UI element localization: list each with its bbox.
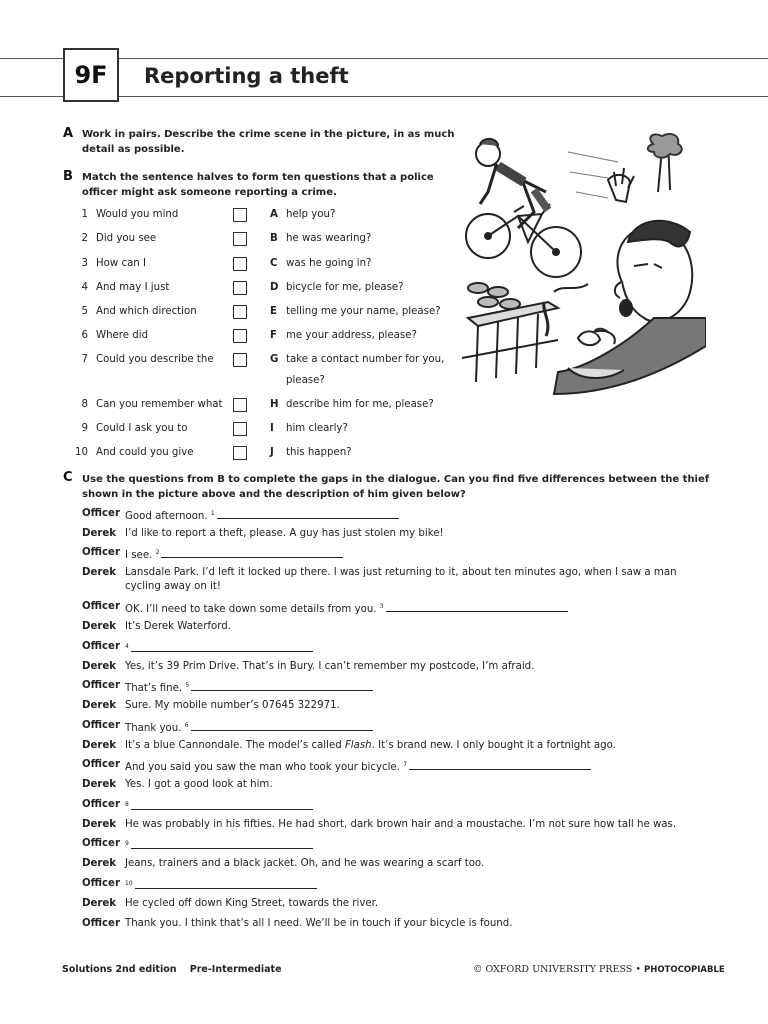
section-b-letter: B: [63, 169, 73, 184]
speaker-label: Officer: [82, 838, 120, 849]
dialogue-line: [125, 857, 705, 871]
right-item-letter: G: [270, 354, 279, 365]
left-item-text: Can you remember what: [96, 399, 223, 410]
speaker-label: Officer: [82, 799, 120, 810]
gap-number: 4: [125, 643, 129, 650]
right-item-letter: H: [270, 399, 279, 410]
answer-box[interactable]: [233, 422, 247, 436]
right-item-letter: F: [270, 330, 277, 341]
answer-box[interactable]: [233, 353, 247, 367]
speaker-label: Officer: [82, 918, 120, 929]
dialogue-line: [125, 917, 705, 931]
right-item-text: was he going in?: [286, 258, 372, 269]
dialogue-line: [125, 837, 705, 854]
footer-separator: •: [635, 964, 641, 975]
left-item-number: 6: [81, 330, 88, 341]
gap-number: 3: [379, 603, 384, 610]
left-item-text: Did you see: [96, 233, 157, 244]
section-b-instruction-1: Match the sentence halves to form ten questions that a police: [82, 172, 434, 183]
left-item-text: Could I ask you to: [96, 423, 188, 434]
dialogue-line: [125, 507, 705, 524]
answer-blank[interactable]: [131, 642, 313, 652]
dialogue-text: Good afternoon.: [125, 511, 208, 522]
speaker-label: Officer: [82, 680, 120, 691]
gap-number: 10: [125, 880, 133, 887]
left-item-number: 3: [81, 258, 88, 269]
left-item-number: 10: [75, 447, 88, 458]
section-a-instruction-1: Work in pairs. Describe the crime scene in the picture, in as much: [82, 129, 455, 140]
footer-publisher: © OXFORD UNIVERSITY PRESS: [473, 964, 633, 975]
speaker-label: Officer: [82, 878, 120, 889]
bike-model-name: Flash: [344, 740, 372, 751]
gap-number: 8: [125, 801, 129, 808]
gap-number: 1: [210, 510, 215, 517]
left-item-number: 8: [81, 399, 88, 410]
dialogue-text: Jeans, trainers and a black jacket. Oh, and he was wearing a scarf too.: [125, 858, 485, 869]
dialogue-line: [125, 739, 705, 753]
dialogue-text: Sure. My mobile number’s 07645 322971.: [125, 700, 340, 711]
dialogue-line: [125, 877, 705, 894]
speaker-label: Derek: [82, 700, 117, 711]
left-item-text: And could you give: [96, 447, 194, 458]
left-item-number: 9: [81, 423, 88, 434]
speaker-label: Derek: [82, 740, 117, 751]
footer-book-title: [62, 964, 282, 975]
answer-box[interactable]: [233, 329, 247, 343]
answer-blank[interactable]: [386, 602, 568, 612]
dialogue-line: [125, 758, 705, 775]
dialogue-text: That’s fine.: [125, 683, 183, 694]
right-item-letter: J: [270, 447, 274, 458]
footer-book: Solutions 2nd edition: [62, 964, 177, 975]
right-item-text: me your address, please?: [286, 330, 417, 341]
dialogue-line: [125, 566, 705, 580]
right-item-text: telling me your name, please?: [286, 306, 441, 317]
dialogue-line: [125, 818, 705, 832]
right-item-text: help you?: [286, 209, 336, 220]
speaker-label: Derek: [82, 898, 117, 909]
right-item-text-continued: please?: [286, 375, 325, 386]
gap-number: 2: [155, 549, 160, 556]
unit-number: 9F: [74, 61, 108, 89]
section-c-letter: C: [63, 470, 73, 485]
page-title: Reporting a theft: [144, 64, 349, 88]
dialogue-line: [125, 527, 705, 541]
left-item-text: And which direction: [96, 306, 197, 317]
dialogue-line: [125, 600, 705, 617]
right-item-letter: B: [270, 233, 278, 244]
left-item-number: 7: [81, 354, 88, 365]
dialogue-text: Yes. I got a good look at him.: [125, 779, 273, 790]
answer-blank[interactable]: [131, 800, 313, 810]
section-c-instruction-1: Use the questions from B to complete the gaps in the dialogue. Can you find five differences between the thief: [82, 474, 710, 485]
speaker-label: Officer: [82, 601, 120, 612]
left-item-number: 1: [81, 209, 88, 220]
speaker-label: Derek: [82, 661, 117, 672]
dialogue-line: [125, 660, 705, 674]
speaker-label: Derek: [82, 858, 117, 869]
answer-blank[interactable]: [191, 721, 373, 731]
answer-blank[interactable]: [135, 879, 317, 889]
left-item-text: How can I: [96, 258, 147, 269]
speaker-label: Officer: [82, 720, 120, 731]
dialogue-line: [125, 719, 705, 736]
speaker-label: Derek: [82, 621, 117, 632]
speaker-label: Derek: [82, 567, 117, 578]
dialogue-text: It’s Derek Waterford.: [125, 621, 231, 632]
dialogue-text: Yes, it’s 39 Prim Drive. That’s in Bury. I can’t remember my postcode, I’m afraid.: [125, 661, 535, 672]
answer-box[interactable]: [233, 398, 247, 412]
answer-blank[interactable]: [191, 681, 373, 691]
speaker-label: Officer: [82, 547, 120, 558]
left-item-number: 4: [81, 282, 88, 293]
answer-box[interactable]: [233, 232, 247, 246]
dialogue-line: [125, 620, 705, 634]
dialogue-line: [125, 778, 705, 792]
section-a-instruction-2: detail as possible.: [82, 144, 185, 155]
footer-level: Pre-Intermediate: [189, 964, 282, 975]
dialogue-text: He was probably in his fifties. He had short, dark brown hair and a moustache. I’m not sure how tall he was.: [125, 819, 677, 830]
dialogue-line: [125, 897, 705, 911]
dialogue-text: It’s a blue Cannondale. The model’s called: [125, 740, 345, 751]
footer-photocopiable: PHOTOCOPIABLE: [643, 965, 725, 975]
left-item-number: 2: [81, 233, 88, 244]
right-item-letter: A: [270, 209, 278, 220]
speaker-label: Officer: [82, 508, 120, 519]
gap-number: 9: [125, 840, 129, 847]
dialogue-line: [125, 699, 705, 713]
dialogue-text: And you said you saw the man who took your bicycle.: [125, 762, 400, 773]
speaker-label: Derek: [82, 779, 117, 790]
right-item-text: this happen?: [286, 447, 352, 458]
answer-box[interactable]: [233, 208, 247, 222]
footer-copyright: [473, 964, 725, 975]
right-item-letter: D: [270, 282, 279, 293]
dialogue-text: Thank you. I think that’s all I need. We’ll be in touch if your bicycle is found.: [125, 918, 513, 929]
dialogue-text: I’d like to report a theft, please. A guy has just stolen my bike!: [125, 528, 444, 539]
right-item-letter: E: [270, 306, 277, 317]
left-item-text: Could you describe the: [96, 354, 214, 365]
dialogue-text: Thank you.: [125, 723, 182, 734]
right-item-text: describe him for me, please?: [286, 399, 434, 410]
dialogue-text: OK. I’ll need to take down some details from you.: [125, 604, 377, 615]
dialogue-line: [125, 546, 705, 563]
right-item-text: he was wearing?: [286, 233, 372, 244]
answer-blank[interactable]: [131, 839, 313, 849]
speaker-label: Officer: [82, 641, 120, 652]
section-a-letter: A: [63, 126, 74, 141]
dialogue-line-continued: [125, 580, 705, 594]
dialogue-text: cycling away on it!: [125, 581, 221, 592]
left-item-text: Where did: [96, 330, 149, 341]
gap-number: 6: [184, 722, 189, 729]
unit-badge: [63, 48, 119, 102]
speaker-label: Officer: [82, 759, 120, 770]
left-item-text: And may I just: [96, 282, 170, 293]
right-item-text: bicycle for me, please?: [286, 282, 404, 293]
section-c-instruction-2: shown in the picture above and the description of him given below?: [82, 489, 466, 500]
answer-box[interactable]: [233, 281, 247, 295]
speaker-label: Derek: [82, 528, 117, 539]
answer-box[interactable]: [233, 446, 247, 460]
speaker-label: Derek: [82, 819, 117, 830]
crime-scene-illustration: [458, 132, 706, 408]
dialogue-line: [125, 640, 705, 657]
left-item-number: 5: [81, 306, 88, 317]
dialogue-text-after: . It’s brand new. I only bought it a fortnight ago.: [371, 740, 616, 751]
section-b-instruction-2: officer might ask someone reporting a crime.: [82, 187, 337, 198]
right-item-letter: C: [270, 258, 278, 269]
answer-blank[interactable]: [409, 760, 591, 770]
right-item-letter: I: [270, 423, 274, 434]
dialogue-text: I see.: [125, 550, 153, 561]
dialogue-text: He cycled off down King Street, towards the river.: [125, 898, 379, 909]
gap-number: 7: [403, 761, 408, 768]
answer-box[interactable]: [233, 257, 247, 271]
answer-blank[interactable]: [161, 548, 343, 558]
gap-number: 5: [185, 682, 190, 689]
dialogue-line: [125, 798, 705, 815]
answer-blank[interactable]: [217, 509, 399, 519]
right-item-text: him clearly?: [286, 423, 348, 434]
left-item-text: Would you mind: [96, 209, 179, 220]
dialogue-text: Lansdale Park. I’d left it locked up there. I was just returning to it, about ten minutes ago, when I saw a man: [125, 567, 677, 578]
answer-box[interactable]: [233, 305, 247, 319]
right-item-text: take a contact number for you,: [286, 354, 445, 365]
dialogue-line: [125, 679, 705, 696]
